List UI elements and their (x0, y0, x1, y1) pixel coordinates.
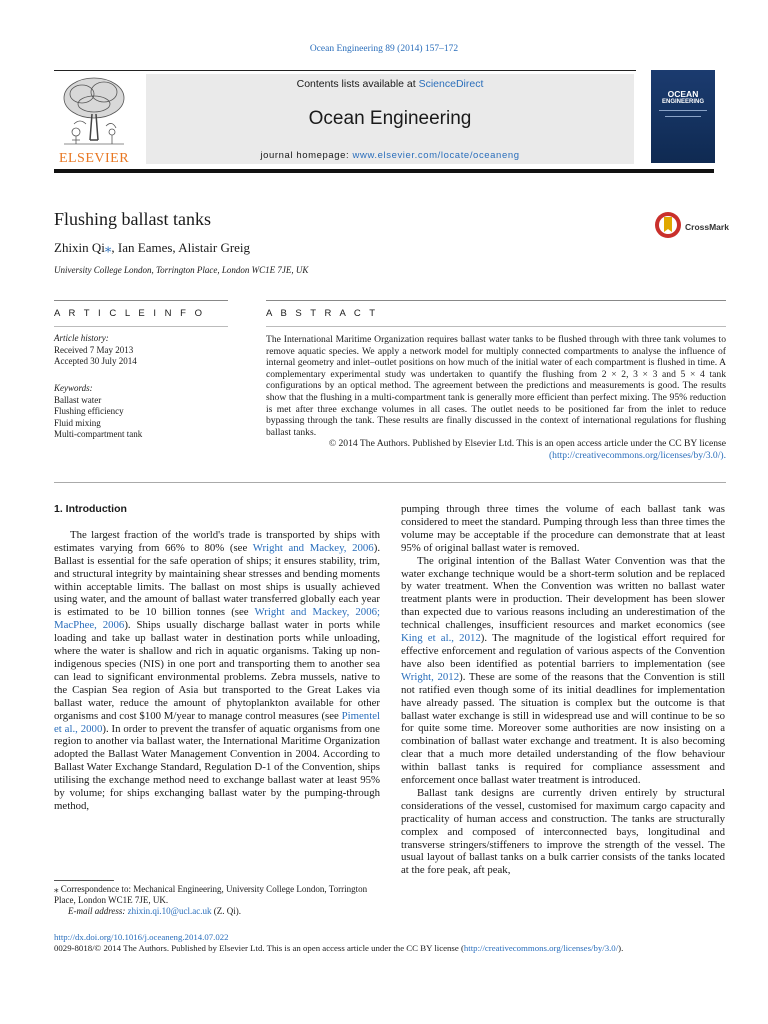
keyword: Multi-compartment tank (54, 429, 143, 439)
accepted-date: Accepted 30 July 2014 (54, 356, 137, 366)
issn-text: 0029-8018/© 2014 The Authors. Published by Elsevier Ltd. This is an open access article under the CC BY license ( (54, 943, 464, 953)
article-title: Flushing ballast tanks (54, 209, 211, 229)
author-list (54, 240, 250, 256)
keyword: Fluid mixing (54, 417, 101, 428)
journal-title: Ocean Engineering (308, 108, 472, 129)
paragraph-text: ). The magnitude of the logistical effort required for effective enforcement and regulation of various aspects of the Convention have also been identified as potential barriers to implementation (see (401, 632, 725, 670)
journal-cover-image (651, 70, 715, 163)
email-label: E-mail address: (68, 906, 128, 916)
paragraph-text: The largest fraction of the world's trade is transported by ships with estimates varying from 66% to 80% (see (54, 528, 380, 554)
header-rule (54, 70, 636, 71)
crossmark-icon (654, 210, 682, 240)
license-text: © 2014 The Authors. Published by Elsevier Ltd. This is an open access article under the CC BY license (328, 438, 726, 450)
sciencedirect-link[interactable]: ScienceDirect (418, 78, 484, 90)
intro-paragraph (401, 787, 725, 877)
affiliation: University College London, Torrington Place, London WC1E 7JE, UK (54, 265, 309, 275)
paragraph-text: Ballast tank designs are currently driven entirely by structural considerations of the vessel, customised for maximum cargo capacity and practicality of human access and construction. The tanks are structurally complex and composed of interconnected bays, longitudinal and transverse stringers/stiffeners to improve the strength of the vessel. The usual layout of ballast tanks on a bulk carrier consists of the tanks located at the fore peak, aft peak, (401, 786, 725, 877)
received-date: Received 7 May 2013 (54, 344, 134, 355)
corresponding-author-marker[interactable]: ⁎ (104, 240, 112, 255)
contents-line (146, 78, 634, 90)
intro-paragraph (401, 555, 725, 787)
elsevier-tree-icon (54, 74, 134, 150)
paragraph-text: ). Ballast is essential for the safe operation of ships; it ensures stability, trim, and structural integrity by maintaining shear stresses and bending moments within acceptable limits. The ballast on most ships is usually achieved using water, and the amount of ballast water transferred globally each year is estimated to be 10 billion tonnes (see (54, 541, 381, 619)
publisher-name: ELSEVIER (58, 151, 130, 166)
email-line (54, 906, 384, 917)
author-name[interactable]: Zhixin Qi (54, 240, 105, 255)
correspondence-note: ⁎ Correspondence to: Mechanical Engineering, University College London, Torrington Place, London WC1E 7JE, UK. (54, 884, 368, 905)
crossmark-label: CrossMark (685, 222, 729, 232)
cover-title-line1: OCEAN (667, 89, 699, 99)
email-link[interactable]: zhixin.qi.10@ucl.ac.uk (127, 906, 212, 916)
email-suffix: (Z. Qi). (211, 906, 241, 916)
cover-decoration (665, 116, 701, 117)
paragraph-text: ). In order to prevent the transfer of aquatic organisms from one region to another via ballast water, the International Maritime Organization adopted the Ballast Water Management Convention in 2004. According to Ballast Water Exchange Standard, Regulation D-1 of the Convention, ships utilising the exchange method need to exchange ballast water at least 95% by volume; for ships exchanging ballast water by the pumping-through method, (54, 722, 380, 812)
crossmark-button[interactable] (654, 210, 730, 242)
paragraph-text: ). These are some of the reasons that the Convention is still not ratified even though some of its initial deadlines for implementation have already passed. The situation is complex but the outcome is that ballast water exchange is still in widespread use and will continue to be so for quite some time. Moreover some authorities are now insisting on a combination of ballast water exchange and treatment. It is also becoming clear that a much more detailed understanding of the flow behaviour within ballast tanks is required for compliance assessment and enforcement once ballast water treatment is introduced. (401, 670, 725, 787)
author-names-rest: , Ian Eames, Alistair Greig (111, 240, 251, 255)
abstract-bottom-rule (54, 482, 726, 483)
paragraph-text: ). Ships usually discharge ballast water in ports while loading and take up ballast water in destination ports while unloading, where the water is shallow and rich in aquatic organisms. Taking up non-indigenous species (NIS) in one port and transporting them to another sea can lead to significant environmental problems. Zebra mussels, native to the Caspian Sea region of Asia but transported to the Great Lakes via ballast water, reduce the amount of phytoplankton available for other organisms and cost $100 M/year to manage control measures (see (54, 619, 380, 722)
paragraph-text: pumping through three times the volume of each ballast tank was considered to meet the standard. Pumping through less than three times the volume may be acceptable if the procedure can demonstrate that at least 95% of original ballast water is removed. (401, 503, 725, 554)
cover-title-line2: ENGINEERING (661, 99, 704, 105)
abstract-body (266, 334, 726, 462)
homepage-prefix: journal homepage: (260, 150, 353, 161)
abstract-heading: A B S T R A C T (266, 308, 379, 319)
article-history (54, 333, 244, 368)
intro-paragraph (401, 503, 725, 555)
footnote (54, 884, 384, 917)
left-column (54, 503, 380, 813)
cover-title (651, 90, 715, 106)
page-bottom-info (54, 932, 724, 954)
citation-link[interactable]: King et al., 2012 (401, 632, 481, 645)
intro-paragraph (54, 529, 380, 813)
right-column (401, 503, 725, 877)
keywords-label: Keywords: (54, 383, 93, 393)
history-label: Article history: (54, 333, 109, 343)
citation-link[interactable]: Pimentel et al., 2000 (54, 709, 380, 735)
abstract-rule (266, 300, 726, 301)
keyword: Ballast water (54, 394, 102, 405)
doi-link[interactable]: http://dx.doi.org/10.1016/j.oceaneng.2014.07.022 (54, 932, 229, 942)
homepage-link[interactable]: www.elsevier.com/locate/oceaneng (352, 150, 520, 161)
bottom-license-link[interactable]: http://creativecommons.org/licenses/by/3.0/ (463, 943, 619, 953)
article-info-rule-lower (54, 326, 228, 327)
keywords-block (54, 383, 244, 441)
article-info-rule (54, 300, 228, 301)
footnote-rule (54, 880, 114, 881)
citation-link[interactable]: Wright and Mackey, 2006 (252, 541, 374, 554)
citation-link[interactable]: Wright and Mackey, 2006; MacPhee, 2006 (54, 606, 381, 632)
license-link[interactable]: (http://creativecommons.org/licenses/by/3.0/). (548, 449, 726, 461)
header-thick-rule (54, 169, 714, 173)
journal-homepage (146, 150, 634, 161)
citation-link[interactable]: Wright, 2012 (401, 670, 460, 683)
paragraph-text: The original intention of the Ballast Water Convention was that the water exchange technique would be a short-term solution and be replaced by water treatment. When the Convention was written no ballast water treatment plants were in production. Their development has been slower than expected due to various reasons including an underestimation of the technical challenges, insufficient resources and market economics (see (401, 554, 725, 632)
abstract-rule-lower (266, 326, 726, 327)
article-info-heading: A R T I C L E I N F O (54, 308, 205, 319)
cover-decoration (659, 110, 707, 111)
contents-prefix: Contents lists available at (296, 78, 419, 90)
abstract-text: The International Maritime Organization requires ballast water tanks to be flushed through with three tank volumes to remove aquatic species. We apply a network model for multiply connected compartments to analyse the influence of internal geometry and inlet–outlet positions on how much of the initial water of each compartment is flushed in time. A complementary experimental study was undertaken to quantify the flushing from 2 × 2, 3 × 3 and 5 × 4 tank configurations by an optical method. The agreement between the predictions and measurements is good. The results show that the flushing in a multi-compartment tank is generally more efficient than perfect mixing. The 95% reduction is met after three exchange volumes in all cases. The outlet needs to be positioned far from the inlet to reduce bypassing through the tank. These results are finally discussed in the context of international regulations for flushing ballast tanks. (266, 334, 726, 438)
issn-suffix: ). (618, 943, 624, 953)
abstract-license (266, 438, 726, 461)
keyword: Flushing efficiency (54, 406, 124, 416)
issn-line (54, 943, 724, 954)
section-heading-introduction: 1. Introduction (54, 503, 127, 515)
journal-reference-link[interactable]: Ocean Engineering 89 (2014) 157–172 (309, 44, 459, 54)
